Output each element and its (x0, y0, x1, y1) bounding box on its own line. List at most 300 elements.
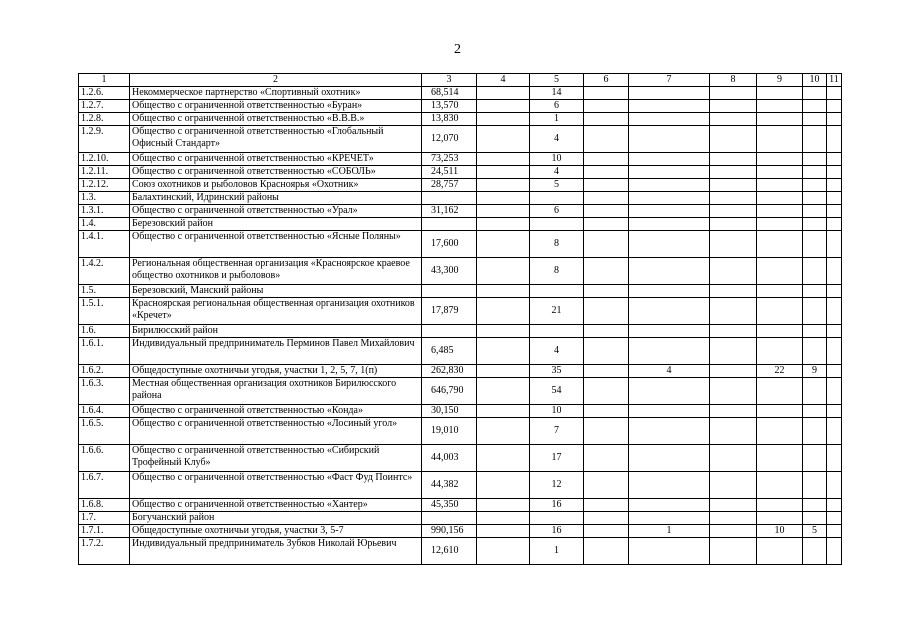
column-header-6: 6 (584, 74, 629, 87)
value-cell-col-5 (530, 218, 584, 231)
value-cell-col-7 (629, 338, 710, 365)
table-row (79, 113, 842, 126)
row-number-cell: 1.6.3. (79, 378, 130, 405)
value-cell-col-9 (757, 205, 803, 218)
row-name-cell: Общедоступные охотничьи угодья, участки 1, 2, 5, 7, 1(п) (130, 365, 422, 378)
row-number-cell: 1.2.11. (79, 166, 130, 179)
value-cell-col-10: 9 (803, 365, 827, 378)
value-cell-col-11 (827, 365, 842, 378)
row-name-cell: Общество с ограниченной ответственностью «Глобальный Офисный Стандарт» (130, 126, 422, 153)
value-cell-col-5: 4 (530, 126, 584, 153)
value-cell-col-11 (827, 126, 842, 153)
row-number-cell: 1.6.2. (79, 365, 130, 378)
value-cell-col-11 (827, 285, 842, 298)
value-cell-col-6 (584, 166, 629, 179)
area-cell: 17,879 (422, 298, 477, 325)
value-cell-col-4 (477, 100, 530, 113)
value-cell-col-4 (477, 472, 530, 499)
value-cell-col-11 (827, 325, 842, 338)
value-cell-col-7 (629, 205, 710, 218)
value-cell-col-10 (803, 87, 827, 100)
hunting-grounds-table (78, 73, 842, 565)
row-number-cell: 1.5. (79, 285, 130, 298)
row-number-cell: 1.7.1. (79, 525, 130, 538)
value-cell-col-8 (710, 418, 757, 445)
value-cell-col-10 (803, 512, 827, 525)
value-cell-col-7 (629, 231, 710, 258)
table-body (79, 87, 842, 565)
value-cell-col-11 (827, 113, 842, 126)
row-name-cell: Общество с ограниченной ответственностью «Хантер» (130, 499, 422, 512)
value-cell-col-9 (757, 472, 803, 499)
value-cell-col-6 (584, 499, 629, 512)
row-number-cell: 1.4.1. (79, 231, 130, 258)
value-cell-col-4 (477, 338, 530, 365)
value-cell-col-7 (629, 405, 710, 418)
table-row (79, 298, 842, 325)
row-number-cell: 1.6.1. (79, 338, 130, 365)
value-cell-col-7 (629, 325, 710, 338)
column-header-4: 4 (477, 74, 530, 87)
value-cell-col-4 (477, 231, 530, 258)
value-cell-col-10 (803, 205, 827, 218)
value-cell-col-4 (477, 153, 530, 166)
value-cell-col-9 (757, 126, 803, 153)
value-cell-col-10 (803, 378, 827, 405)
area-cell: 45,350 (422, 499, 477, 512)
value-cell-col-6 (584, 231, 629, 258)
value-cell-col-8 (710, 378, 757, 405)
row-name-cell: Общество с ограниченной ответственностью «Ясные Поляны» (130, 231, 422, 258)
value-cell-col-6 (584, 192, 629, 205)
table-row (79, 285, 842, 298)
value-cell-col-10 (803, 445, 827, 472)
value-cell-col-10 (803, 179, 827, 192)
value-cell-col-6 (584, 338, 629, 365)
row-name-cell: Общество с ограниченной ответственностью «Фаст Фуд Поинтс» (130, 472, 422, 499)
value-cell-col-10 (803, 166, 827, 179)
value-cell-col-9 (757, 499, 803, 512)
value-cell-col-9: 22 (757, 365, 803, 378)
value-cell-col-9 (757, 166, 803, 179)
value-cell-col-11 (827, 378, 842, 405)
area-cell: 68,514 (422, 87, 477, 100)
value-cell-col-8 (710, 205, 757, 218)
value-cell-col-7 (629, 298, 710, 325)
value-cell-col-10 (803, 405, 827, 418)
value-cell-col-8 (710, 87, 757, 100)
value-cell-col-5: 4 (530, 338, 584, 365)
column-header-3: 3 (422, 74, 477, 87)
area-cell: 13,570 (422, 100, 477, 113)
value-cell-col-11 (827, 179, 842, 192)
value-cell-col-5: 6 (530, 100, 584, 113)
area-cell: 646,790 (422, 378, 477, 405)
value-cell-col-6 (584, 179, 629, 192)
value-cell-col-9 (757, 113, 803, 126)
value-cell-col-11 (827, 445, 842, 472)
value-cell-col-8 (710, 325, 757, 338)
value-cell-col-11 (827, 499, 842, 512)
row-number-cell: 1.4.2. (79, 258, 130, 285)
value-cell-col-8 (710, 538, 757, 565)
value-cell-col-10 (803, 418, 827, 445)
area-cell (422, 192, 477, 205)
column-number-row (79, 74, 842, 87)
row-name-cell: Общество с ограниченной ответственностью «КРЕЧЕТ» (130, 153, 422, 166)
value-cell-col-5: 35 (530, 365, 584, 378)
area-cell (422, 285, 477, 298)
value-cell-col-8 (710, 365, 757, 378)
value-cell-col-11 (827, 192, 842, 205)
row-number-cell: 1.2.6. (79, 87, 130, 100)
value-cell-col-8 (710, 285, 757, 298)
value-cell-col-10 (803, 338, 827, 365)
area-cell: 262,830 (422, 365, 477, 378)
area-cell: 24,511 (422, 166, 477, 179)
row-name-cell: Общество с ограниченной ответственностью «Сибирский Трофейный Клуб» (130, 445, 422, 472)
area-cell: 73,253 (422, 153, 477, 166)
table-row (79, 445, 842, 472)
value-cell-col-4 (477, 87, 530, 100)
value-cell-col-11 (827, 472, 842, 499)
area-cell: 6,485 (422, 338, 477, 365)
value-cell-col-5 (530, 512, 584, 525)
value-cell-col-5: 16 (530, 525, 584, 538)
value-cell-col-9 (757, 338, 803, 365)
value-cell-col-10 (803, 499, 827, 512)
column-header-5: 5 (530, 74, 584, 87)
table-row (79, 512, 842, 525)
value-cell-col-5: 16 (530, 499, 584, 512)
value-cell-col-7: 4 (629, 365, 710, 378)
table-row (79, 100, 842, 113)
row-number-cell: 1.7.2. (79, 538, 130, 565)
column-header-1: 1 (79, 74, 130, 87)
value-cell-col-6 (584, 445, 629, 472)
value-cell-col-5: 1 (530, 113, 584, 126)
value-cell-col-7 (629, 512, 710, 525)
value-cell-col-8 (710, 472, 757, 499)
row-name-cell: Балахтинский, Идринский районы (130, 192, 422, 205)
value-cell-col-6 (584, 325, 629, 338)
value-cell-col-7 (629, 166, 710, 179)
value-cell-col-9 (757, 87, 803, 100)
area-cell: 44,382 (422, 472, 477, 499)
value-cell-col-6 (584, 100, 629, 113)
value-cell-col-4 (477, 512, 530, 525)
value-cell-col-10 (803, 285, 827, 298)
value-cell-col-4 (477, 166, 530, 179)
row-number-cell: 1.6.8. (79, 499, 130, 512)
row-name-cell: Общество с ограниченной ответственностью «Лосиный угол» (130, 418, 422, 445)
row-name-cell: Некоммерческое партнерство «Спортивный охотник» (130, 87, 422, 100)
value-cell-col-8 (710, 499, 757, 512)
value-cell-col-7 (629, 87, 710, 100)
row-number-cell: 1.6.7. (79, 472, 130, 499)
value-cell-col-7 (629, 113, 710, 126)
row-number-cell: 1.6.5. (79, 418, 130, 445)
value-cell-col-10 (803, 113, 827, 126)
value-cell-col-9 (757, 418, 803, 445)
value-cell-col-5: 54 (530, 378, 584, 405)
value-cell-col-4 (477, 499, 530, 512)
table-row (79, 325, 842, 338)
table-row (79, 231, 842, 258)
value-cell-col-10 (803, 153, 827, 166)
table-row (79, 166, 842, 179)
row-number-cell: 1.3. (79, 192, 130, 205)
value-cell-col-6 (584, 113, 629, 126)
row-number-cell: 1.2.12. (79, 179, 130, 192)
value-cell-col-7 (629, 499, 710, 512)
value-cell-col-7 (629, 285, 710, 298)
table-row (79, 538, 842, 565)
table-row (79, 499, 842, 512)
area-cell: 12,610 (422, 538, 477, 565)
value-cell-col-11 (827, 512, 842, 525)
value-cell-col-8 (710, 113, 757, 126)
value-cell-col-4 (477, 192, 530, 205)
value-cell-col-9 (757, 258, 803, 285)
value-cell-col-7 (629, 258, 710, 285)
value-cell-col-4 (477, 298, 530, 325)
value-cell-col-6 (584, 378, 629, 405)
row-number-cell: 1.2.9. (79, 126, 130, 153)
area-cell: 13,830 (422, 113, 477, 126)
value-cell-col-11 (827, 166, 842, 179)
value-cell-col-4 (477, 365, 530, 378)
value-cell-col-4 (477, 325, 530, 338)
value-cell-col-11 (827, 298, 842, 325)
row-name-cell: Общество с ограниченной ответственностью «СОБОЛЬ» (130, 166, 422, 179)
table-row (79, 405, 842, 418)
value-cell-col-6 (584, 205, 629, 218)
value-cell-col-5 (530, 325, 584, 338)
row-name-cell: Общедоступные охотничьи угодья, участки 3, 5-7 (130, 525, 422, 538)
row-name-cell: Богучанский район (130, 512, 422, 525)
value-cell-col-5: 6 (530, 205, 584, 218)
row-number-cell: 1.2.8. (79, 113, 130, 126)
value-cell-col-4 (477, 126, 530, 153)
value-cell-col-6 (584, 285, 629, 298)
row-number-cell: 1.6. (79, 325, 130, 338)
value-cell-col-6 (584, 538, 629, 565)
area-cell: 44,003 (422, 445, 477, 472)
value-cell-col-8 (710, 179, 757, 192)
value-cell-col-6 (584, 405, 629, 418)
value-cell-col-9 (757, 378, 803, 405)
value-cell-col-5: 7 (530, 418, 584, 445)
area-cell: 19,010 (422, 418, 477, 445)
value-cell-col-8 (710, 445, 757, 472)
value-cell-col-11 (827, 153, 842, 166)
value-cell-col-9 (757, 538, 803, 565)
value-cell-col-8 (710, 126, 757, 153)
value-cell-col-11 (827, 525, 842, 538)
value-cell-col-10 (803, 472, 827, 499)
value-cell-col-4 (477, 179, 530, 192)
value-cell-col-11 (827, 405, 842, 418)
area-cell (422, 325, 477, 338)
value-cell-col-9 (757, 192, 803, 205)
row-number-cell: 1.2.10. (79, 153, 130, 166)
value-cell-col-7: 1 (629, 525, 710, 538)
value-cell-col-5: 1 (530, 538, 584, 565)
row-name-cell: Березовский, Манский районы (130, 285, 422, 298)
value-cell-col-9 (757, 325, 803, 338)
value-cell-col-8 (710, 153, 757, 166)
value-cell-col-8 (710, 231, 757, 258)
table-row (79, 338, 842, 365)
area-cell: 30,150 (422, 405, 477, 418)
value-cell-col-11 (827, 338, 842, 365)
table-header (79, 74, 842, 87)
area-cell: 28,757 (422, 179, 477, 192)
value-cell-col-5: 10 (530, 405, 584, 418)
value-cell-col-10 (803, 325, 827, 338)
row-number-cell: 1.2.7. (79, 100, 130, 113)
value-cell-col-11 (827, 538, 842, 565)
row-number-cell: 1.6.4. (79, 405, 130, 418)
value-cell-col-5: 4 (530, 166, 584, 179)
value-cell-col-7 (629, 472, 710, 499)
row-number-cell: 1.7. (79, 512, 130, 525)
value-cell-col-4 (477, 205, 530, 218)
row-name-cell: Красноярская региональная общественная организация охотников «Кречет» (130, 298, 422, 325)
value-cell-col-5 (530, 285, 584, 298)
row-name-cell: Березовский район (130, 218, 422, 231)
area-cell (422, 512, 477, 525)
value-cell-col-5 (530, 192, 584, 205)
column-header-8: 8 (710, 74, 757, 87)
table-row (79, 365, 842, 378)
area-cell: 17,600 (422, 231, 477, 258)
value-cell-col-8 (710, 258, 757, 285)
value-cell-col-5: 5 (530, 179, 584, 192)
value-cell-col-7 (629, 126, 710, 153)
value-cell-col-6 (584, 418, 629, 445)
row-number-cell: 1.5.1. (79, 298, 130, 325)
value-cell-col-7 (629, 192, 710, 205)
value-cell-col-6 (584, 258, 629, 285)
value-cell-col-10 (803, 192, 827, 205)
value-cell-col-10 (803, 231, 827, 258)
value-cell-col-6 (584, 525, 629, 538)
value-cell-col-11 (827, 205, 842, 218)
value-cell-col-5: 21 (530, 298, 584, 325)
value-cell-col-6 (584, 472, 629, 499)
value-cell-col-8 (710, 338, 757, 365)
value-cell-col-7 (629, 100, 710, 113)
table-row (79, 525, 842, 538)
value-cell-col-8 (710, 166, 757, 179)
value-cell-col-4 (477, 525, 530, 538)
value-cell-col-7 (629, 418, 710, 445)
value-cell-col-9 (757, 298, 803, 325)
area-cell: 31,162 (422, 205, 477, 218)
value-cell-col-9 (757, 285, 803, 298)
row-name-cell: Региональная общественная организация «Красноярское краевое общество охотников и рыболовов» (130, 258, 422, 285)
table-row (79, 126, 842, 153)
value-cell-col-6 (584, 87, 629, 100)
value-cell-col-10 (803, 298, 827, 325)
value-cell-col-4 (477, 285, 530, 298)
value-cell-col-11 (827, 218, 842, 231)
value-cell-col-5: 14 (530, 87, 584, 100)
table-row (79, 87, 842, 100)
value-cell-col-9: 10 (757, 525, 803, 538)
table-row (79, 418, 842, 445)
row-name-cell: Индивидуальный предприниматель Зубков Николай Юрьевич (130, 538, 422, 565)
value-cell-col-9 (757, 179, 803, 192)
value-cell-col-11 (827, 87, 842, 100)
column-header-10: 10 (803, 74, 827, 87)
value-cell-col-7 (629, 179, 710, 192)
table-row (79, 192, 842, 205)
value-cell-col-10 (803, 538, 827, 565)
value-cell-col-6 (584, 153, 629, 166)
value-cell-col-9 (757, 445, 803, 472)
value-cell-col-11 (827, 258, 842, 285)
value-cell-col-6 (584, 512, 629, 525)
area-cell: 990,156 (422, 525, 477, 538)
row-name-cell: Общество с ограниченной ответственностью «В.В.В.» (130, 113, 422, 126)
table-row (79, 378, 842, 405)
value-cell-col-10: 5 (803, 525, 827, 538)
table-row (79, 472, 842, 499)
column-header-9: 9 (757, 74, 803, 87)
value-cell-col-5: 8 (530, 258, 584, 285)
value-cell-col-7 (629, 378, 710, 405)
value-cell-col-8 (710, 512, 757, 525)
column-header-7: 7 (629, 74, 710, 87)
value-cell-col-5: 8 (530, 231, 584, 258)
value-cell-col-6 (584, 365, 629, 378)
value-cell-col-8 (710, 192, 757, 205)
table-row (79, 205, 842, 218)
row-name-cell: Общество с ограниченной ответственностью «Урал» (130, 205, 422, 218)
value-cell-col-11 (827, 418, 842, 445)
value-cell-col-5: 10 (530, 153, 584, 166)
value-cell-col-7 (629, 538, 710, 565)
value-cell-col-9 (757, 100, 803, 113)
area-cell (422, 218, 477, 231)
row-name-cell: Бирилюсский район (130, 325, 422, 338)
value-cell-col-8 (710, 218, 757, 231)
table-row (79, 218, 842, 231)
row-name-cell: Общество с ограниченной ответственностью «Конда» (130, 405, 422, 418)
value-cell-col-8 (710, 100, 757, 113)
value-cell-col-6 (584, 298, 629, 325)
value-cell-col-4 (477, 258, 530, 285)
row-number-cell: 1.4. (79, 218, 130, 231)
column-header-2: 2 (130, 74, 422, 87)
row-name-cell: Общество с ограниченной ответственностью «Буран» (130, 100, 422, 113)
value-cell-col-5: 12 (530, 472, 584, 499)
value-cell-col-4 (477, 418, 530, 445)
row-number-cell: 1.6.6. (79, 445, 130, 472)
value-cell-col-4 (477, 538, 530, 565)
value-cell-col-9 (757, 218, 803, 231)
value-cell-col-9 (757, 405, 803, 418)
value-cell-col-6 (584, 218, 629, 231)
value-cell-col-4 (477, 378, 530, 405)
value-cell-col-11 (827, 231, 842, 258)
value-cell-col-7 (629, 153, 710, 166)
row-name-cell: Индивидуальный предприниматель Перминов Павел Михайлович (130, 338, 422, 365)
value-cell-col-4 (477, 445, 530, 472)
